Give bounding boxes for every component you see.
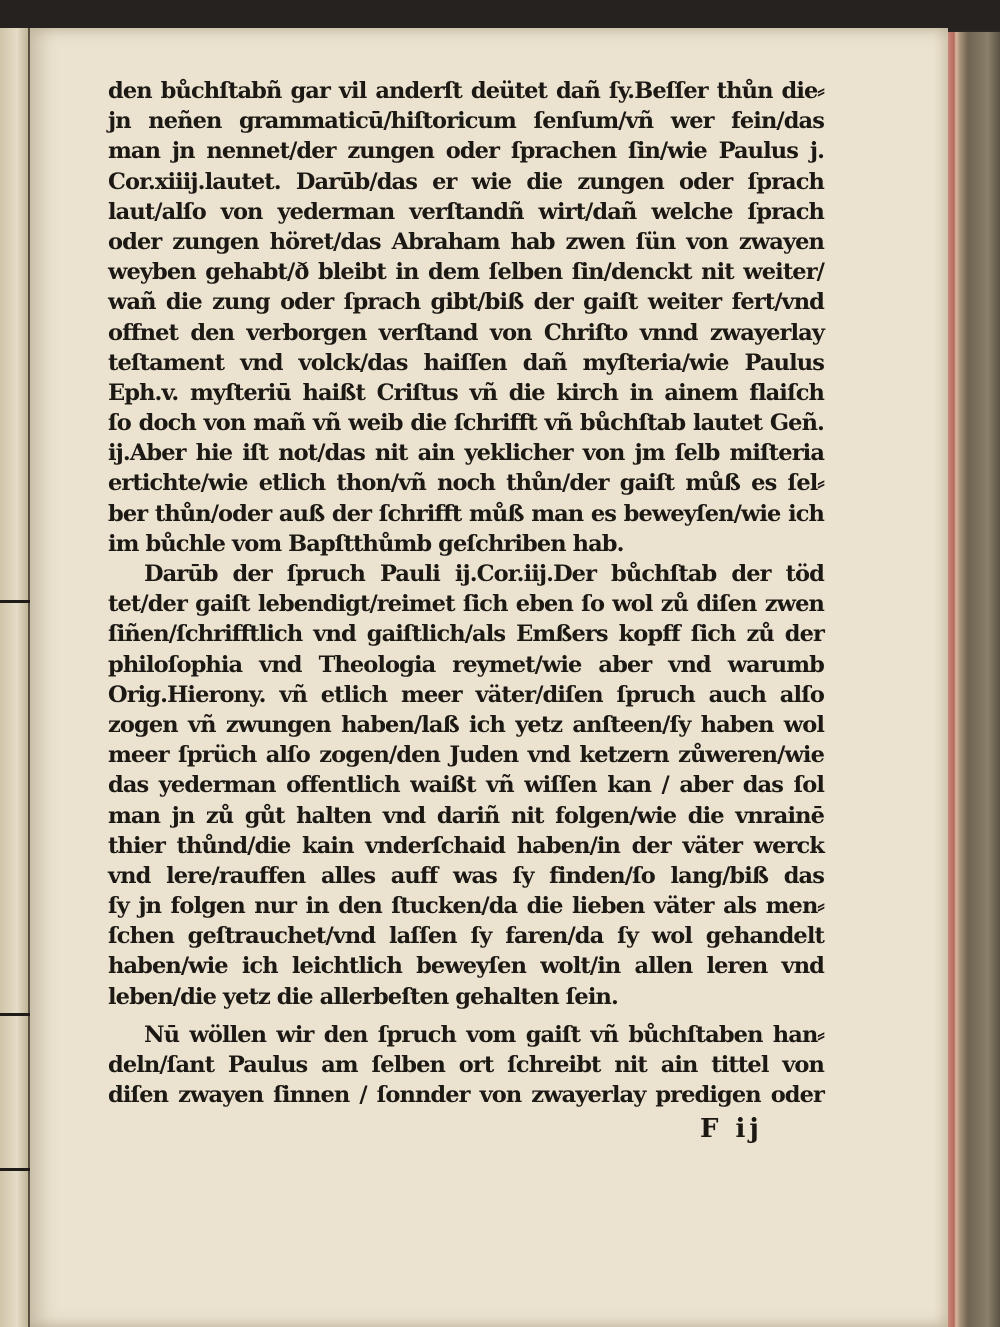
text-line: Orig.Hierony. vñ etlich meer väter/diſen ſpruch auch alſo	[108, 681, 824, 708]
text-line: weyben gehabt/ð bleibt in dem ſelben ſin/denckt nit weiter/	[108, 259, 824, 286]
page-fore-edge	[948, 32, 1000, 1327]
text-line: Nū wöllen wir den ſpruch vom gaiſt vñ bůchſtaben han⸗	[144, 1021, 824, 1048]
text-line: das yederman offentlich waißt vñ wiſſen kan / aber das ſol	[108, 772, 824, 799]
text-line: philoſophia vnd Theologia reymet/wie aber vnd warumb	[108, 651, 824, 678]
text-line: den bůchſtabñ gar vil anderſt deütet dañ ſy.Beſſer thůn die⸗	[108, 78, 824, 104]
text-line: offnet den verborgen verſtand von Chriſto vnnd zwayerlay	[108, 319, 824, 346]
text-line: ber thůn/oder auß der ſchrifft můß man es beweyſen/wie ich	[108, 500, 824, 527]
text-line: zogen vñ zwungen haben/laß ich yetz anſteen/ſy haben wol	[108, 711, 824, 738]
text-line: man jn nennet/der zungen oder ſprachen ſin/wie Paulus j.	[108, 138, 824, 165]
paragraph-2	[108, 559, 824, 1012]
text-line: ertichte/wie etlich thon/vñ noch thůn/der gaiſt můß es ſel⸗	[108, 470, 824, 497]
text-line: jn neñen grammaticū/hiſtoricum ſenſum/vñ wer fein/das	[108, 108, 824, 135]
text-line: teſtament vnd volck/das haiſſen dañ myſteria/wie Paulus	[108, 349, 824, 376]
text-line: ſchen geſtrauchet/vnd laſſen ſy faren/da ſy wol gehandelt	[108, 923, 824, 950]
text-line: leben/die yetz die allerbeſten gehalten ſein.	[108, 983, 618, 1010]
binding-mark	[0, 600, 30, 603]
text-line: ſiñen/ſchrifftlich vnd gaiſtlich/als Emßers kopff ſich zů der	[108, 621, 824, 648]
text-line: thier thůnd/die kain vnderſchaid haben/in der väter werck	[108, 832, 824, 859]
text-line: oder zungen höret/das Abraham hab zwen ſün von zwayen	[108, 228, 824, 255]
text-line: diſen zwayen ſinnen / ſonnder von zwayerlay predigen oder	[108, 1082, 824, 1109]
text-line: ſo doch von mañ vñ weib die ſchrifft vñ bůchſtab lautet Geñ.	[108, 410, 824, 437]
text-line: Eph.v. myſteriū haißt Criſtus vñ die kirch in ainem flaiſch	[108, 379, 824, 406]
text-line: ſy jn folgen nur in den ſtucken/da die lieben väter als men⸗	[108, 893, 824, 920]
background-strip	[0, 0, 1000, 30]
page-text	[108, 76, 824, 1110]
binding-mark	[0, 1168, 30, 1171]
text-line: tet/der gaiſt lebendigt/reimet ſich eben ſo wol zů diſen zwen	[108, 591, 824, 618]
text-line: man jn zů gůt halten vnd dariñ nit folgen/wie die vnrainē	[108, 802, 824, 829]
paragraph-1	[108, 76, 824, 559]
text-line: laut/alſo von yederman verſtandñ wirt/dañ welche ſprach	[108, 198, 824, 225]
facing-page-edge	[0, 28, 30, 1327]
text-line: deln/ſant Paulus am ſelben ort ſchreibt nit ain tittel von	[108, 1052, 824, 1078]
paragraph-gap	[108, 1012, 824, 1020]
text-line: Cor.xiiij.lautet. Darūb/das er wie die zungen oder ſprach	[108, 168, 824, 195]
text-line: ij.Aber hie iſt not/das nit ain yeklicher von jm ſelb miſteria	[108, 440, 824, 467]
text-line: Darūb der ſpruch Pauli ij.Cor.iij.Der bůchſtab der töd	[144, 561, 824, 587]
text-line: im bůchle vom Bapſtthůmb geſchriben hab.	[108, 530, 624, 557]
text-line: haben/wie ich leichtlich beweyſen wolt/in allen leren vnd	[108, 953, 824, 980]
signature-mark: F ij	[700, 1114, 763, 1144]
text-line: wañ die zung oder ſprach gibt/biß der gaiſt weiter fert/vnd	[108, 289, 824, 316]
binding-mark	[0, 1013, 30, 1016]
text-line: meer ſprüch alſo zogen/den Juden vnd ketzern zůweren/wie	[108, 742, 824, 769]
paragraph-3	[108, 1020, 824, 1111]
text-line: vnd lere/rauffen alles auff was ſy finden/ſo lang/biß das	[108, 862, 824, 889]
